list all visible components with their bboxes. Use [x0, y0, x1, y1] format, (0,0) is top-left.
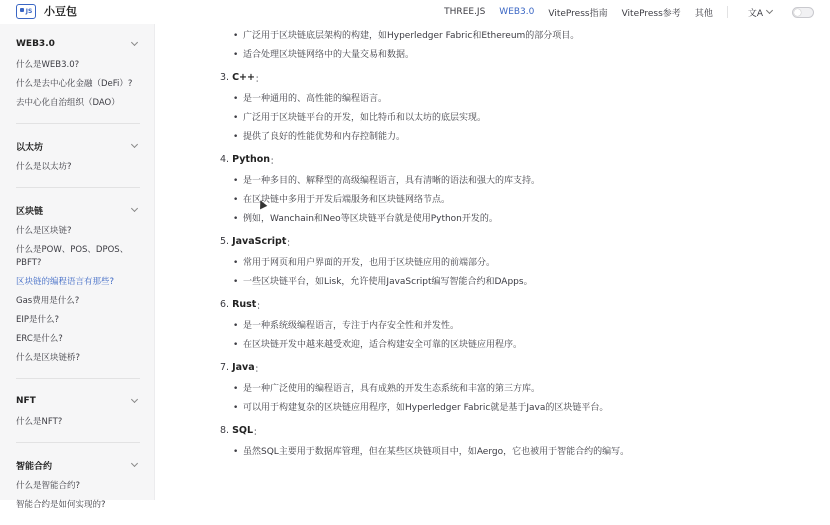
list-item: • 一些区块链平台，如Lisk，允许使用JavaScript编写智能合约和DApps。: [233, 276, 640, 289]
sidebar-item[interactable]: EIP是什么?: [16, 315, 60, 325]
list-item: • 是一种系统级编程语言，专注于内存安全性和并发性。: [233, 320, 640, 333]
sidebar-item[interactable]: 去中心化自治组织（DAO）: [16, 98, 120, 108]
sidebar-group-title: WEB3.0: [16, 39, 55, 49]
sidebar-group: [16, 32, 140, 124]
chevron-down-icon[interactable]: [131, 396, 138, 403]
language-number: 5.: [220, 236, 230, 247]
sidebar-group-header[interactable]: [16, 32, 140, 56]
list-item: • 是一种广泛使用的编程语言，具有成熟的开发生态系统和丰富的第三方库。: [233, 383, 640, 396]
sidebar-item[interactable]: 什么是智能合约?: [16, 481, 81, 491]
language-heading: [220, 358, 640, 377]
sidebar-group: [16, 453, 140, 525]
sidebar-group: [16, 198, 140, 379]
sidebar-group-header[interactable]: [16, 389, 140, 413]
chevron-down-icon[interactable]: [131, 39, 138, 46]
sidebar-item[interactable]: 智能合约是如何实现的?: [16, 500, 106, 510]
sidebar-item[interactable]: 什么是区块链桥?: [16, 353, 81, 363]
language-heading: [220, 68, 640, 87]
language-name: C++: [232, 72, 255, 83]
chevron-down-icon[interactable]: [131, 205, 138, 212]
language-label: 文A: [747, 8, 763, 19]
language-bullets: [220, 383, 640, 415]
sidebar-group-title: 智能合约: [16, 461, 53, 472]
language-name: Java: [232, 362, 255, 373]
language-section: [220, 68, 640, 144]
sidebar-group-title: NFT: [16, 396, 36, 406]
chevron-down-icon: [766, 7, 773, 14]
list-item: • 适合处理区块链网络中的大量交易和数据。: [233, 49, 640, 62]
logo-icon: JS: [16, 4, 36, 19]
sidebar: [0, 24, 155, 510]
language-bullets: [220, 446, 640, 459]
language-number: 7.: [220, 362, 230, 373]
intro-bullets: [220, 30, 640, 62]
language-section: [220, 232, 640, 289]
sidebar-item[interactable]: 什么是去中心化金融（DeFi）?: [16, 79, 133, 89]
list-item: • 在区块链中多用于开发后端服务和区块链网络节点。: [233, 194, 640, 207]
language-name: SQL: [232, 425, 254, 436]
sidebar-group-title: 区块链: [16, 206, 44, 217]
nav-link-3[interactable]: VitePress参考: [621, 8, 681, 19]
site-title: 小豆包: [44, 5, 77, 18]
chevron-down-icon[interactable]: [131, 141, 138, 148]
language-section: [220, 150, 640, 226]
sidebar-item[interactable]: ERC是什么?: [16, 334, 63, 344]
list-item: • 可以用于构建复杂的区块链应用程序，如Hyperledger Fabric就是基于Java的区块链平台。: [233, 402, 640, 415]
list-item: • 虽然SQL主要用于数据库管理，但在某些区块链项目中，如Aergo，它也被用于智能合约的编写。: [233, 446, 640, 459]
language-heading: [220, 421, 640, 440]
language-bullets: [220, 257, 640, 289]
language-list: [220, 68, 640, 459]
language-bullets: [220, 175, 640, 226]
language-number: 8.: [220, 425, 230, 436]
list-item: • 广泛用于区块链底层架构的构建，如Hyperledger Fabric和Ethereum的部分项目。: [233, 30, 640, 43]
sidebar-group-header[interactable]: [16, 453, 140, 477]
site-logo-link[interactable]: [16, 3, 77, 19]
sidebar-item[interactable]: 什么是NFT?: [16, 417, 63, 427]
language-section: [220, 358, 640, 415]
sidebar-group-title: 以太坊: [16, 142, 44, 153]
list-item: • 常用于网页和用户界面的开发，也用于区块链应用的前端部分。: [233, 257, 640, 270]
list-item: • 广泛用于区块链平台的开发，如比特币和以太坊的底层实现。: [233, 112, 640, 125]
sidebar-item[interactable]: Gas费用是什么?: [16, 296, 80, 306]
list-item: • 是一种通用的、高性能的编程语言。: [233, 93, 640, 106]
nav-link-2[interactable]: VitePress指南: [548, 8, 608, 19]
main-nav: [444, 0, 830, 24]
language-colon: ：: [253, 426, 263, 438]
sidebar-item[interactable]: 什么是POW、POS、DPOS、PBFT?: [16, 245, 129, 268]
nav-link-0[interactable]: THREE.JS: [444, 7, 486, 17]
sidebar-item[interactable]: 什么是以太坊?: [16, 162, 72, 172]
list-item: • 在区块链开发中越来越受欢迎，适合构建安全可靠的区块链应用程序。: [233, 339, 640, 352]
chevron-down-icon[interactable]: [131, 460, 138, 467]
language-colon: ：: [270, 155, 280, 167]
list-item: • 提供了良好的性能优势和内存控制能力。: [233, 131, 640, 144]
sidebar-item[interactable]: 什么是区块链?: [16, 226, 72, 236]
language-section: [220, 421, 640, 459]
language-name: JavaScript: [232, 236, 287, 247]
language-bullets: [220, 93, 640, 144]
language-number: 3.: [220, 72, 230, 83]
sidebar-group-header[interactable]: [16, 134, 140, 158]
language-heading: [220, 150, 640, 169]
sidebar-item[interactable]: 什么是WEB3.0?: [16, 60, 80, 70]
language-colon: ：: [286, 237, 296, 249]
language-name: Rust: [232, 299, 257, 310]
language-number: 6.: [220, 299, 230, 310]
nav-link-4[interactable]: 其他: [694, 8, 713, 19]
language-colon: ：: [254, 73, 265, 85]
language-name: Python: [232, 154, 271, 165]
language-bullets: [220, 320, 640, 352]
sidebar-group-header[interactable]: [16, 198, 140, 222]
list-item: • 例如，Wanchain和Neo等区块链平台就是使用Python开发的。: [233, 213, 640, 226]
main-content: [220, 24, 640, 465]
sidebar-group: [16, 134, 140, 188]
sidebar-group: [16, 389, 140, 443]
language-colon: ：: [256, 300, 266, 312]
language-number: 4.: [220, 154, 230, 165]
nav-link-1[interactable]: WEB3.0: [499, 7, 535, 17]
top-navbar: [0, 0, 830, 24]
language-heading: [220, 232, 640, 251]
language-section: [220, 295, 640, 352]
list-item: • 是一种多目的、解释型的高级编程语言，具有清晰的语法和强大的库支持。: [233, 175, 640, 188]
language-heading: [220, 295, 640, 314]
nav-divider: [727, 6, 728, 18]
sidebar-item[interactable]: 区块链的编程语言有那些?: [16, 277, 115, 287]
language-colon: ：: [254, 363, 265, 375]
language-switch-icon[interactable]: [748, 6, 772, 19]
dark-mode-toggle[interactable]: [792, 7, 814, 18]
